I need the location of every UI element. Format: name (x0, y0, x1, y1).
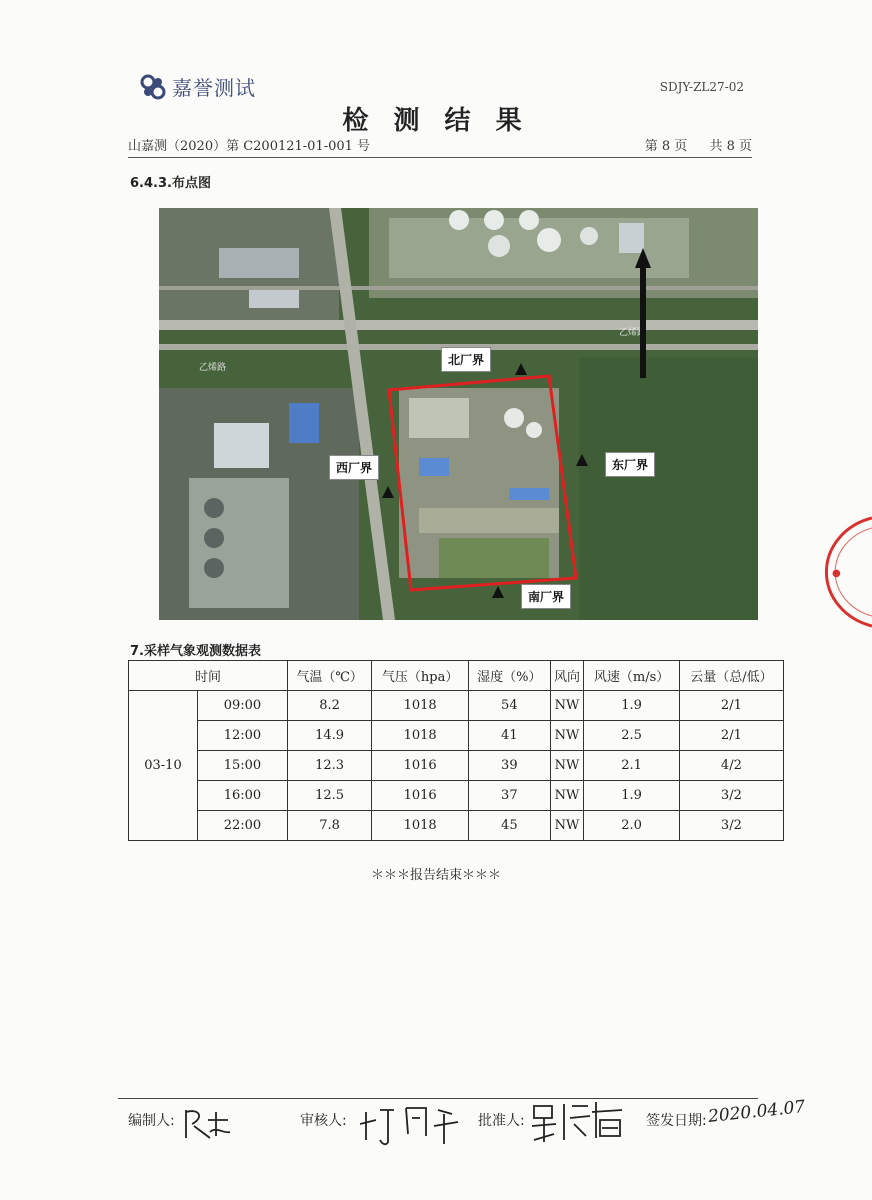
table-header-row (129, 661, 784, 691)
column-header: 风速（m/s） (584, 661, 679, 691)
road-label-left: 乙烯路 (199, 363, 227, 373)
date-cell: 03-10 (129, 691, 198, 841)
issue-date-label: 签发日期: (646, 1113, 707, 1129)
wind-speed-cell: 1.9 (584, 691, 679, 721)
logo-text: 嘉誉测试 (172, 76, 256, 100)
wind-speed-cell: 2.1 (584, 751, 679, 781)
editor-signature (180, 1102, 250, 1146)
table-row (129, 781, 784, 811)
temp-cell: 14.9 (287, 721, 371, 751)
humidity-cell: 54 (469, 691, 551, 721)
wind-speed-cell: 2.0 (584, 811, 679, 841)
svg-text:●: ● (832, 568, 841, 579)
approver-label: 批准人: (478, 1113, 525, 1129)
temp-cell: 8.2 (287, 691, 371, 721)
table-row (129, 751, 784, 781)
weather-heading: 7.采样气象观测数据表 (130, 644, 261, 659)
cloud-cell: 2/1 (679, 691, 783, 721)
north-boundary-label: 北厂界 (441, 347, 491, 372)
reviewer-signature (360, 1100, 470, 1152)
time-cell: 12:00 (198, 721, 288, 751)
pressure-cell: 1016 (372, 751, 469, 781)
column-header: 云量（总/低） (679, 661, 783, 691)
humidity-cell: 39 (469, 751, 551, 781)
pressure-cell: 1018 (372, 691, 469, 721)
temp-cell: 12.3 (287, 751, 371, 781)
table-row (129, 691, 784, 721)
editor-label: 编制人: (128, 1113, 175, 1129)
wind-dir-cell: NW (550, 721, 584, 751)
time-cell: 16:00 (198, 781, 288, 811)
column-header: 气压（hpa） (372, 661, 469, 691)
wind-dir-cell: NW (550, 781, 584, 811)
site-map-image (159, 208, 758, 620)
approver-signature (530, 1096, 630, 1146)
west-boundary-label: 西厂界 (329, 455, 379, 480)
page-total: 共 8 页 (709, 139, 752, 154)
wind-dir-cell: NW (550, 811, 584, 841)
weather-table (128, 660, 784, 841)
stamp-image (802, 516, 872, 628)
column-header: 时间 (129, 661, 288, 691)
cloud-cell: 4/2 (679, 751, 783, 781)
table-row (129, 721, 784, 751)
cloud-cell: 2/1 (679, 721, 783, 751)
issue-date-handwritten: 2020.04.07 (707, 1096, 807, 1128)
temp-cell: 12.5 (287, 781, 371, 811)
wind-speed-cell: 2.5 (584, 721, 679, 751)
road-label-right: 乙烯路 (619, 328, 647, 338)
humidity-cell: 37 (469, 781, 551, 811)
south-boundary-label: 南厂界 (521, 584, 571, 609)
page-current: 第 8 页 (644, 139, 688, 154)
table-row (129, 811, 784, 841)
humidity-cell: 41 (469, 721, 551, 751)
time-cell: 15:00 (198, 751, 288, 781)
column-header: 风向 (550, 661, 584, 691)
east-boundary-label: 东厂界 (605, 452, 655, 477)
humidity-cell: 45 (469, 811, 551, 841)
cloud-cell: 3/2 (679, 781, 783, 811)
temp-cell: 7.8 (287, 811, 371, 841)
company-logo (140, 72, 256, 101)
report-number-line (128, 135, 752, 158)
wind-dir-cell: NW (550, 751, 584, 781)
reviewer-label: 审核人: (300, 1113, 347, 1129)
cloud-cell: 3/2 (679, 811, 783, 841)
wind-speed-cell: 1.9 (584, 781, 679, 811)
time-cell: 09:00 (198, 691, 288, 721)
layout-heading: 6.4.3.布点图 (130, 176, 211, 191)
page-info (627, 135, 752, 154)
column-header: 气温（℃） (287, 661, 371, 691)
column-header: 湿度（%） (469, 661, 551, 691)
pressure-cell: 1018 (372, 721, 469, 751)
report-number: 山嘉测（2020）第 C200121-01-001 号 (128, 139, 371, 154)
logo-icon (140, 74, 166, 100)
footer-divider (118, 1098, 758, 1099)
pressure-cell: 1016 (372, 781, 469, 811)
document-code: SDJY-ZL27-02 (659, 80, 744, 94)
pressure-cell: 1018 (372, 811, 469, 841)
wind-dir-cell: NW (550, 691, 584, 721)
page-title: 检 测 结 果 (342, 106, 530, 136)
report-end-text: ＊＊＊报告结束＊＊＊ (370, 868, 501, 883)
time-cell: 22:00 (198, 811, 288, 841)
